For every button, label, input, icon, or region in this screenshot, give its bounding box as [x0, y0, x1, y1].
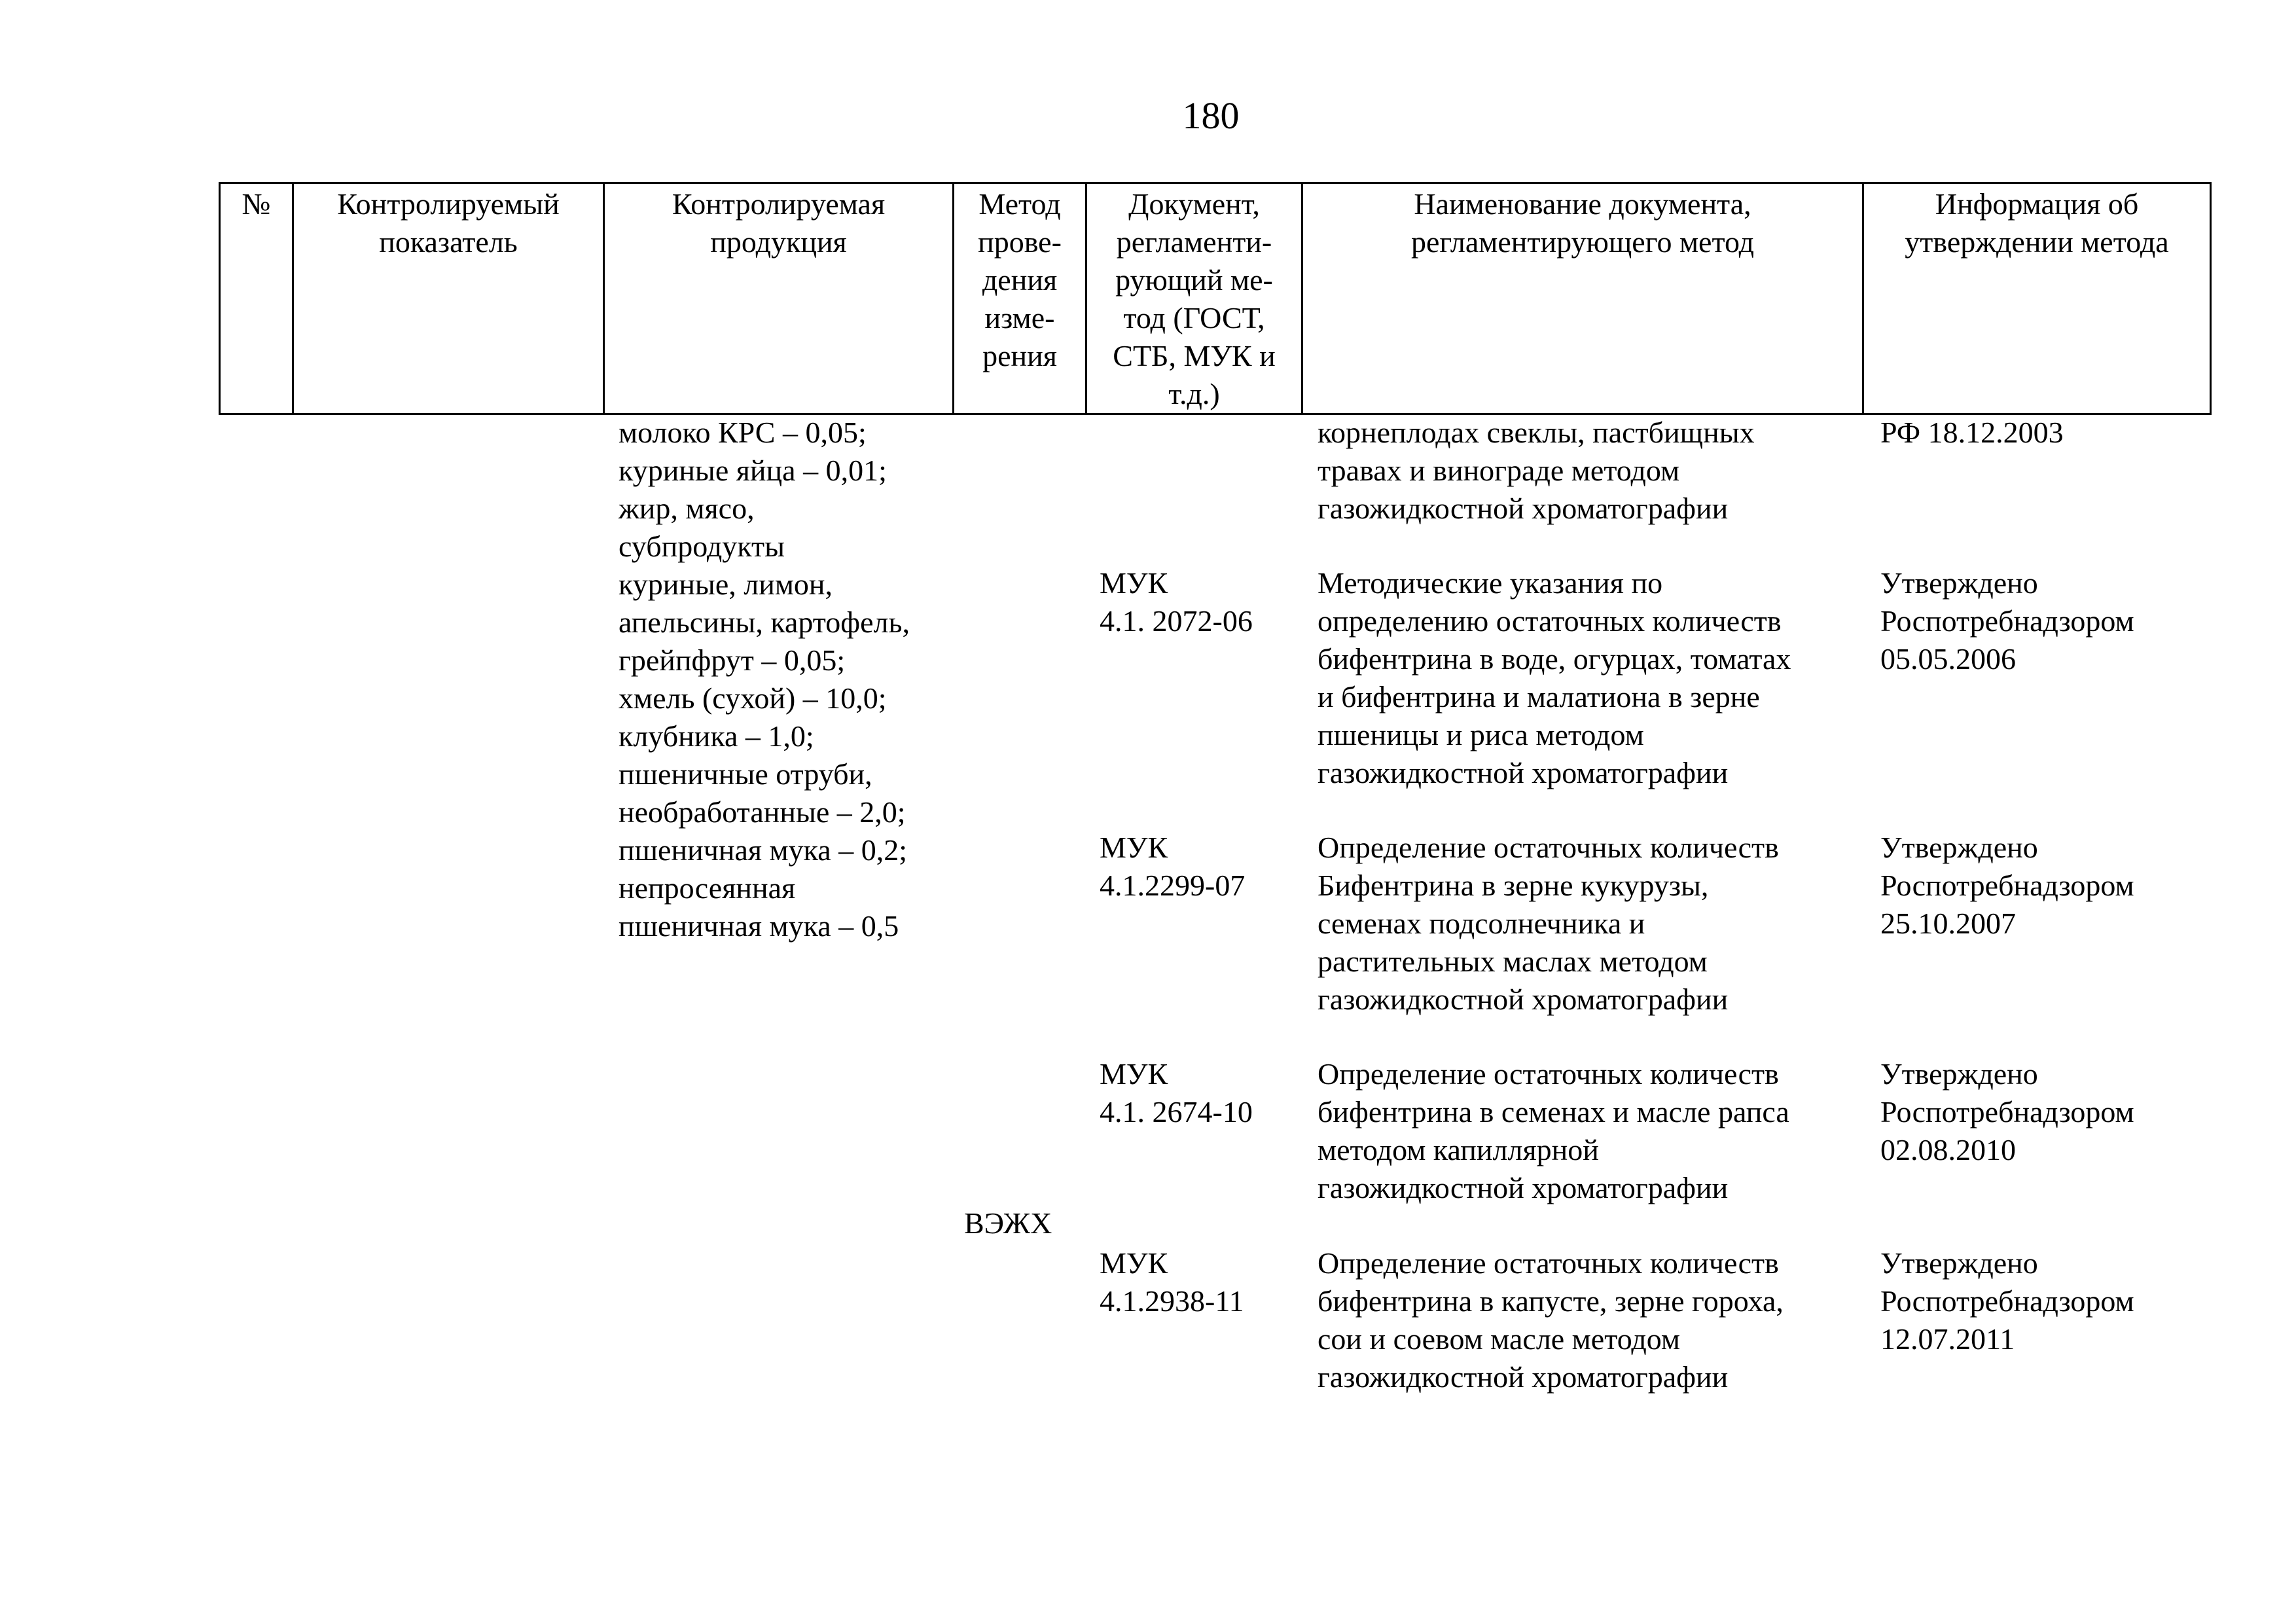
header-indicator: Контролируемый показатель [293, 183, 604, 414]
header-product: Контролируемая продукция [604, 183, 954, 414]
header-method: Метод прове- дения изме- рения [954, 183, 1086, 414]
header-approval: Информация об утверждении метода [1863, 183, 2211, 414]
approval-cell: Утверждено Роспотребнадзором 12.07.2011 [1880, 1246, 2134, 1356]
header-number: № [220, 183, 293, 414]
header-document-name: Наименование документа, регламентирующего метод [1302, 183, 1863, 414]
products-text: молоко КРС – 0,05; куриные яйца – 0,01; жир, мясо, субпродукты куриные, лимон, апельсины, картофель, грейпфрут – 0,05; хмель (сухой) – 10,0; клубника – 1,0; пшеничные отруби, необработанные – 2,0; пшеничная мука – 0,2; непросеянная пшеничная мука – 0,5 [619, 416, 910, 943]
doc-name-cell: Определение остаточных количеств бифентрина в семенах и масле рапса методом капиллярной газожидкостной хроматографии [1318, 1057, 1789, 1204]
doc-code-cell: МУК 4.1.2299-07 [1100, 831, 1246, 902]
method-text: ВЭЖХ [964, 1206, 1052, 1240]
doc-name-cell: Определение остаточных количеств Бифентрина в зерне кукурузы, семенах подсолнечника и растительных маслах методом газожидкостной хроматографии [1318, 831, 1779, 1016]
header-document: Документ, регламенти- рующий ме- тод (ГОСТ, СТБ, МУК и т.д.) [1086, 183, 1302, 414]
doc-name-cell: Определение остаточных количеств бифентрина в капусте, зерне гороха, сои и соевом масле методом газожидкостной хроматографии [1318, 1246, 1784, 1394]
table-header [219, 182, 2212, 415]
doc-code-cell: МУК 4.1. 2674-10 [1100, 1057, 1253, 1128]
doc-code-cell: МУК 4.1. 2072-06 [1100, 566, 1253, 638]
approval-cell: РФ 18.12.2003 [1880, 416, 2064, 449]
doc-name-cell: корнеплодах свеклы, пастбищных травах и винограде методом газожидкостной хроматографии [1318, 416, 1755, 525]
approval-cell: Утверждено Роспотребнадзором 25.10.2007 [1880, 831, 2134, 940]
page-number: 180 [1182, 94, 1240, 137]
doc-name-cell: Методические указания по определению остаточных количеств бифентрина в воде, огурцах, томатах и бифентрина и малатиона в зерне пшеницы и риса методом газожидкостной хроматографии [1318, 566, 1791, 789]
approval-cell: Утверждено Роспотребнадзором 05.05.2006 [1880, 566, 2134, 676]
doc-code-cell: МУК 4.1.2938-11 [1100, 1246, 1244, 1318]
approval-cell: Утверждено Роспотребнадзором 02.08.2010 [1880, 1057, 2134, 1166]
